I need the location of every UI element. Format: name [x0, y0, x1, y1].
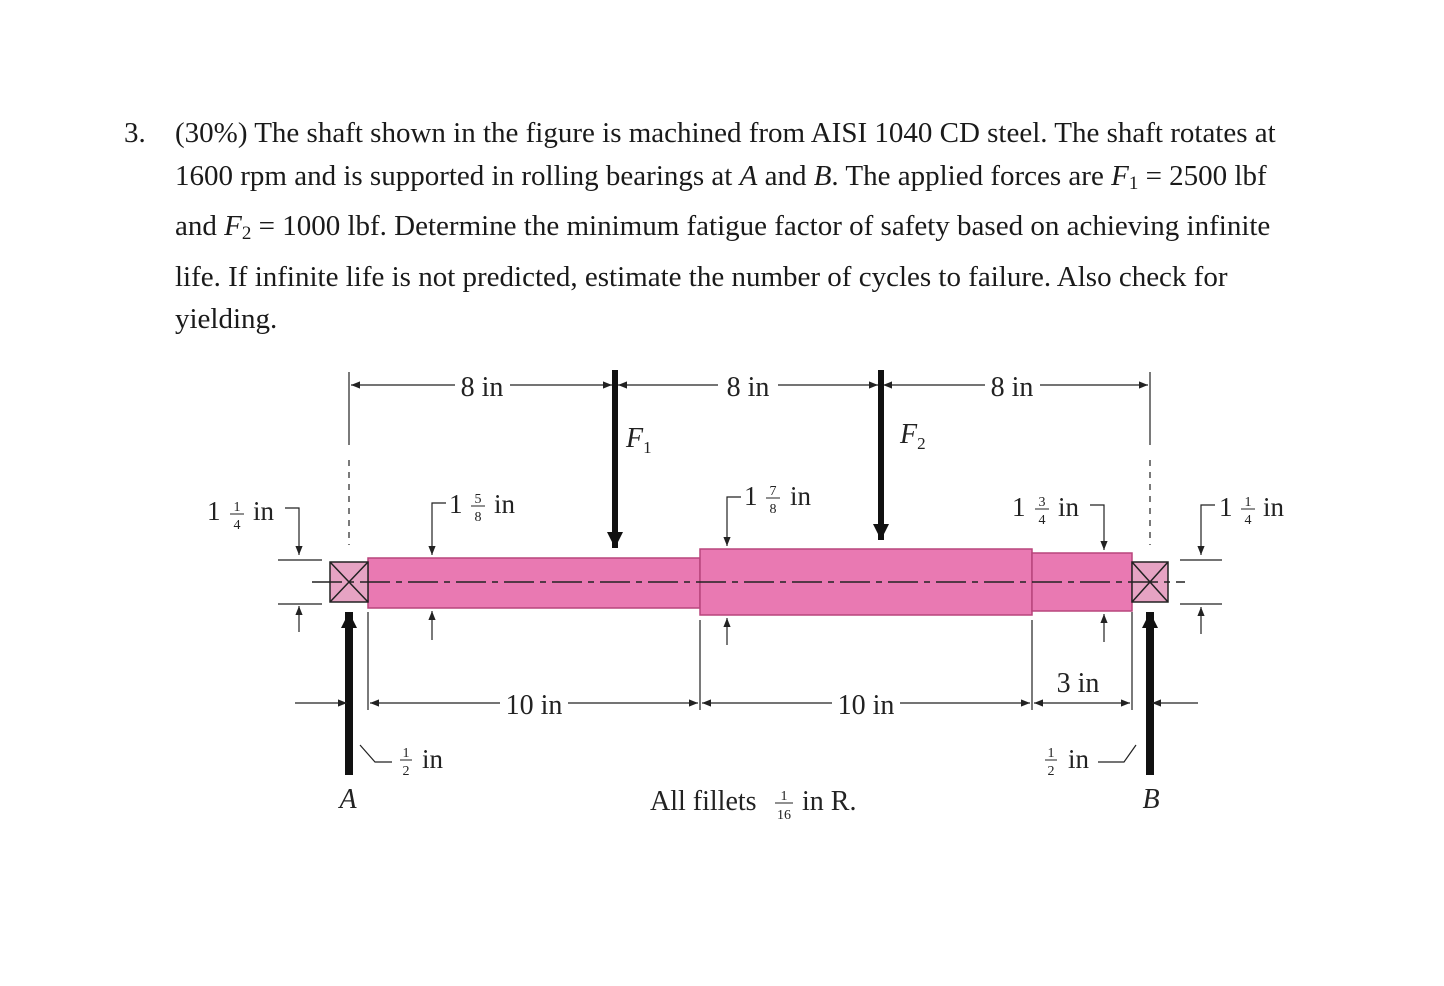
svg-text:5: 5	[474, 492, 482, 507]
svg-text:in: in	[494, 489, 516, 519]
dim-top-3: 8 in	[990, 372, 1034, 403]
svg-text:in: in	[1068, 744, 1090, 774]
svg-text:7: 7	[769, 484, 777, 499]
dim-left-journal-diameter	[207, 496, 322, 632]
dim-right-journal-diameter	[1180, 492, 1285, 634]
problem-text-3: . The applied forces are	[831, 159, 1104, 192]
svg-text:1: 1	[449, 489, 463, 519]
support-b-label: B	[1142, 784, 1160, 815]
svg-text:1: 1	[1012, 492, 1026, 522]
svg-text:4: 4	[1244, 513, 1252, 528]
bearing-b-ref: B	[813, 159, 832, 192]
problem-text-2: and	[764, 159, 807, 192]
problem-number: 3.	[124, 117, 146, 149]
force-f2-symbol: F	[224, 210, 242, 242]
svg-text:in: in	[422, 744, 444, 774]
dim-bottom-3: 3 in	[1056, 668, 1100, 699]
fillet-note	[650, 786, 856, 823]
svg-text:1: 1	[402, 746, 410, 761]
dim-bottom-2: 10 in	[837, 690, 895, 721]
bearing-a-ref: A	[739, 159, 758, 192]
svg-text:1: 1	[1219, 492, 1233, 522]
force-f2-value: = 1000 lbf. Determine the minimum fatigue factor of safety based on achieving infinite life. If infinite life is not predicted, estimate the number of cycles to failure. Also check for yielding.	[175, 210, 1271, 335]
support-a-label: A	[339, 784, 357, 815]
problem-weight: (30%)	[175, 117, 248, 149]
dim-shoulder-left	[360, 744, 444, 779]
svg-text:1: 1	[780, 789, 788, 804]
dim-top-1: 8 in	[460, 372, 504, 403]
svg-text:8: 8	[769, 502, 777, 517]
svg-text:4: 4	[1038, 513, 1046, 528]
extension-lines	[349, 372, 1150, 710]
shaft-left-section	[368, 558, 700, 608]
force-f2-label: $F_2$	[900, 419, 926, 453]
svg-text:1: 1	[233, 500, 241, 515]
problem-text-1: The shaft shown in the figure is machined from AISI 1040 CD steel. The shaft rotates at 1600 rpm and is supported in rolling bearings at	[175, 117, 1276, 192]
svg-text:1: 1	[744, 481, 758, 511]
svg-text:in: in	[1263, 492, 1285, 522]
svg-text:in: in	[253, 496, 275, 526]
svg-text:All fillets: All fillets	[650, 786, 757, 817]
svg-text:3: 3	[1038, 495, 1046, 510]
dim-bottom-1: 10 in	[505, 690, 563, 721]
svg-text:in R.: in R.	[802, 786, 857, 817]
svg-text:1: 1	[1244, 495, 1252, 510]
force-f1-value: = 2500 lbf and	[175, 159, 1267, 242]
force-f1-symbol: F	[1111, 159, 1129, 192]
svg-text:in: in	[1058, 492, 1080, 522]
svg-text:in: in	[790, 481, 812, 511]
svg-text:1: 1	[1047, 746, 1055, 761]
dim-shoulder-right	[1045, 744, 1136, 779]
force-f1-label: $F_1$	[626, 423, 652, 457]
force-f1-subscript: 1	[1128, 172, 1139, 194]
svg-text:1: 1	[207, 496, 221, 526]
svg-text:4: 4	[233, 518, 241, 533]
force-f2-subscript: 2	[241, 223, 252, 244]
svg-text:16: 16	[777, 808, 791, 823]
svg-text:8: 8	[474, 510, 482, 525]
dim-top-2: 8 in	[726, 372, 770, 403]
svg-text:2: 2	[402, 764, 410, 779]
svg-text:2: 2	[1047, 764, 1055, 779]
